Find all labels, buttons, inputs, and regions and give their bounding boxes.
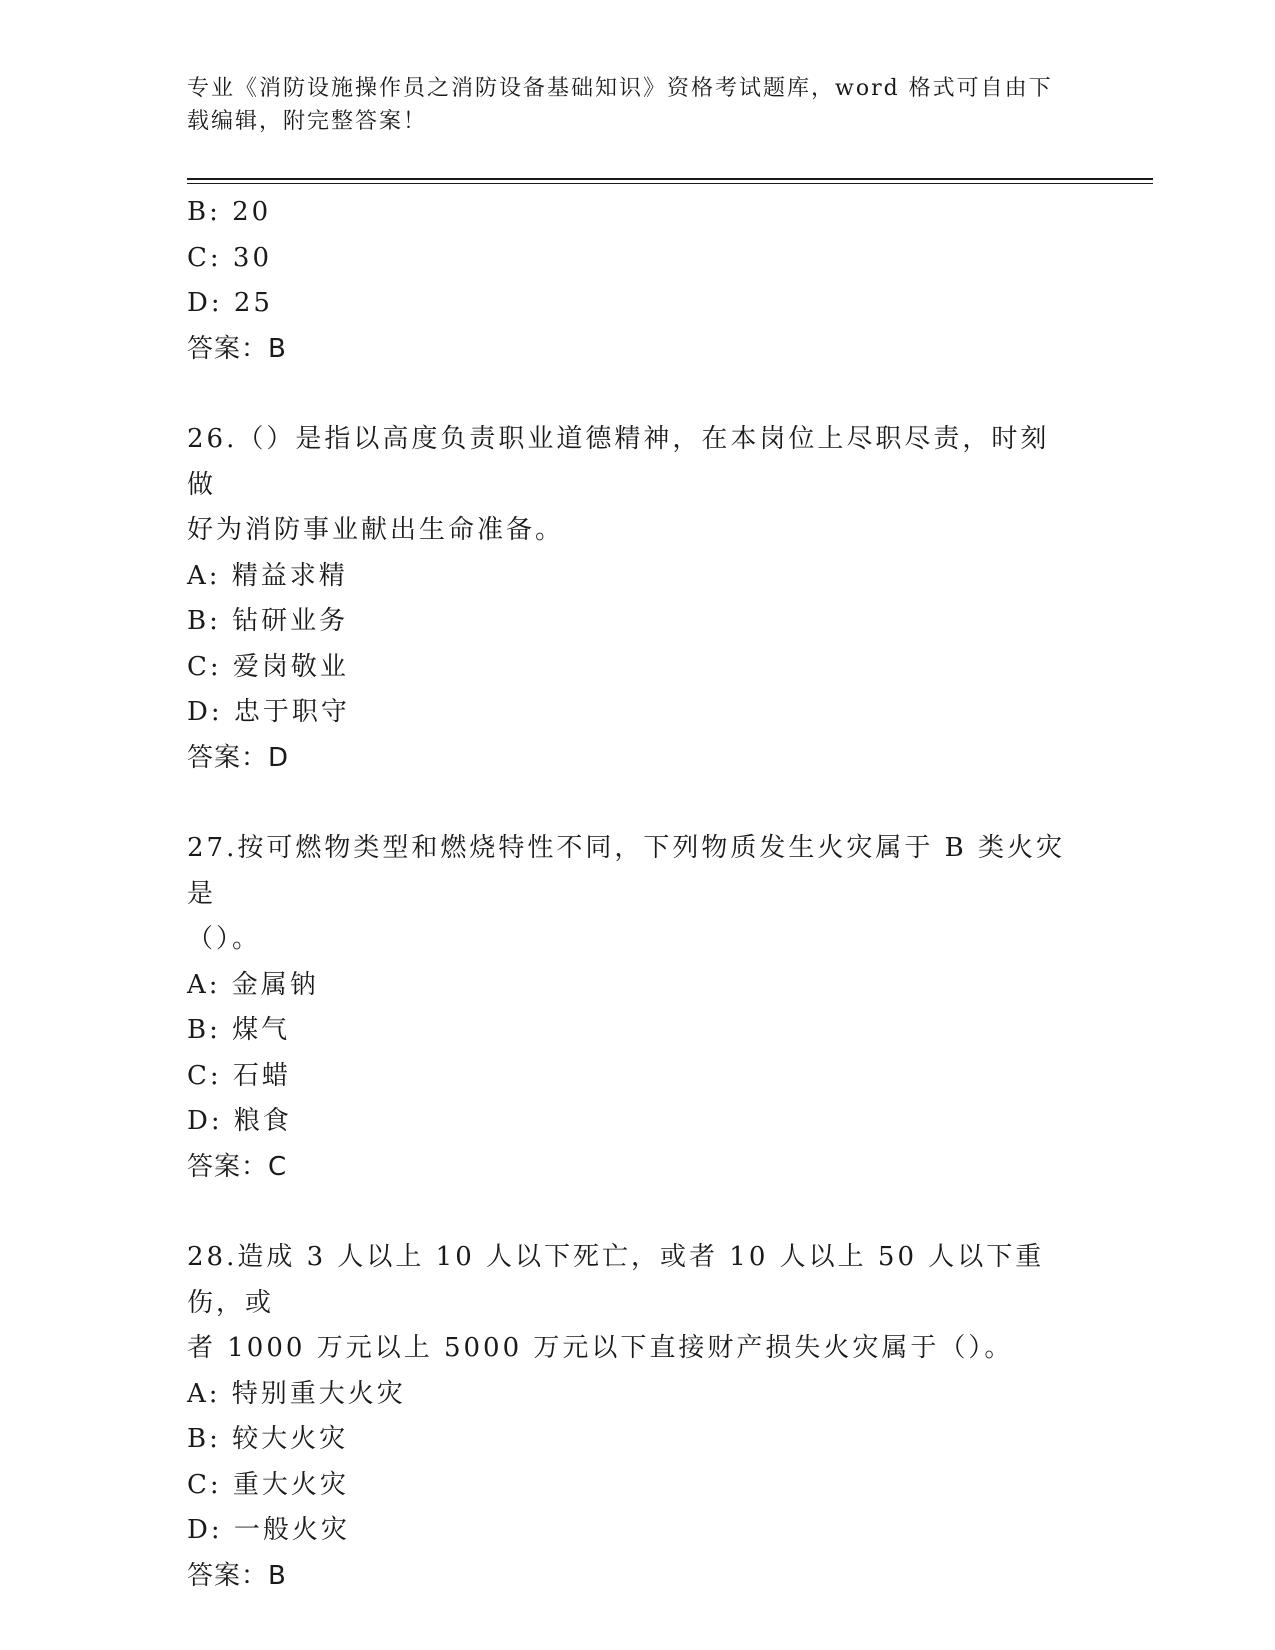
option-a: A: 金属钠 bbox=[187, 969, 319, 1000]
option-c: C: 重大火灾 bbox=[187, 1469, 349, 1500]
header-line-1: 专业《消防设施操作员之消防设备基础知识》资格考试题库，word 格式可自由下 bbox=[187, 76, 1053, 101]
option-a: A: 精益求精 bbox=[187, 560, 348, 591]
option-c: C: 石蜡 bbox=[187, 1060, 291, 1091]
question-list bbox=[187, 190, 1087, 1599]
question-text bbox=[187, 1235, 1067, 1372]
question-text-line: （）。 bbox=[187, 924, 262, 954]
option-d: D: 粮食 bbox=[187, 1106, 292, 1136]
answer-line: 答案：D bbox=[187, 742, 290, 773]
question-26 bbox=[187, 417, 1087, 781]
spacer bbox=[187, 372, 1087, 417]
option-b: B: 较大火灾 bbox=[187, 1424, 349, 1454]
question-28 bbox=[187, 1235, 1087, 1599]
option-b: B: 煤气 bbox=[187, 1015, 291, 1045]
question-text-line: 好为消防事业献出生命准备。 bbox=[187, 515, 565, 545]
option-d: D: 25 bbox=[187, 288, 273, 318]
question-text bbox=[187, 417, 1067, 554]
header-divider-thick bbox=[187, 178, 1153, 180]
spacer bbox=[187, 781, 1087, 826]
question-fragment bbox=[187, 190, 1087, 372]
question-text-line: 27.按可燃物类型和燃烧特性不同，下列物质发生火灾属于 B 类火灾是 bbox=[187, 833, 1065, 909]
document-header bbox=[187, 72, 1067, 138]
question-27 bbox=[187, 826, 1087, 1190]
question-text bbox=[187, 826, 1067, 963]
header-divider-thin bbox=[187, 183, 1153, 184]
question-text-line: 28.造成 3 人以上 10 人以下死亡，或者 10 人以上 50 人以下重伤，或 bbox=[187, 1242, 1045, 1318]
option-c: C: 30 bbox=[187, 242, 273, 273]
question-text-line: 者 1000 万元以上 5000 万元以下直接财产损失火灾属于（）。 bbox=[187, 1333, 1014, 1363]
answer-line: 答案：C bbox=[187, 1151, 288, 1182]
option-b: B: 20 bbox=[187, 197, 272, 227]
answer-line: 答案：B bbox=[187, 333, 287, 364]
header-line-2: 载编辑，附完整答案！ bbox=[187, 109, 428, 134]
option-a: A: 特别重大火灾 bbox=[187, 1378, 406, 1409]
spacer bbox=[187, 1190, 1087, 1235]
option-c: C: 爱岗敬业 bbox=[187, 651, 349, 682]
question-text-line: 26.（）是指以高度负责职业道德精神，在本岗位上尽职尽责，时刻做 bbox=[187, 424, 1050, 500]
answer-line: 答案：B bbox=[187, 1560, 287, 1591]
option-d: D: 忠于职守 bbox=[187, 697, 350, 727]
option-b: B: 钻研业务 bbox=[187, 606, 349, 636]
option-d: D: 一般火灾 bbox=[187, 1515, 350, 1545]
